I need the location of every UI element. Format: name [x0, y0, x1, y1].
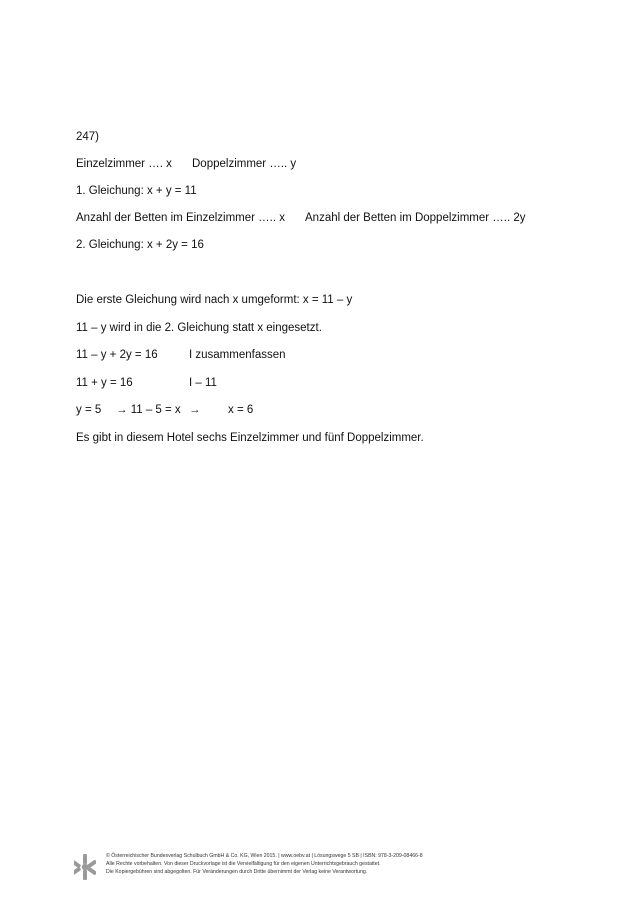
footer-text [106, 852, 423, 876]
beds-single-room: Anzahl der Betten im Einzelzimmer ….. x [76, 212, 285, 224]
combine-equation: 11 – y + 2y = 16 [76, 349, 158, 361]
equation-2: 2. Gleichung: x + 2y = 16 [76, 239, 204, 251]
y-solution: y = 5 [76, 404, 102, 416]
combine-note: I zusammenfassen [189, 349, 286, 361]
answer-sentence: Es gibt in diesem Hotel sechs Einzelzimmer und fünf Doppelzimmer. [76, 432, 424, 444]
x-solution: x = 6 [228, 404, 254, 416]
beds-double-room: Anzahl der Betten im Doppelzimmer ….. 2y [305, 212, 526, 224]
publisher-logo-icon [74, 854, 96, 880]
footer-fees: Die Kopiergebühren sind abgegolten. Für Veränderungen durch Dritte übernimmt der Verlag keine Verantwortung. [106, 869, 368, 875]
exercise-number: 247) [76, 131, 100, 143]
x-calculation: → 11 – 5 = x [116, 404, 181, 416]
subtract-note: I – 11 [189, 377, 217, 389]
rearrange-step: Die erste Gleichung wird nach x umgeformt: x = 11 – y [76, 294, 353, 306]
substitute-step: 11 – y wird in die 2. Gleichung statt x eingesetzt. [76, 322, 322, 334]
equation-1: 1. Gleichung: x + y = 11 [76, 185, 197, 197]
footer-rights: Alle Rechte vorbehalten. Von dieser Druckvorlage ist die Vervielfältigung für den eigenen Unterrichtsgebrauch gestattet. [106, 861, 381, 867]
footer-copyright: © Österreichischer Bundesverlag Schulbuch GmbH & Co. KG, Wien 2015. | www.oebv.at | Lösungswege 5 SB | ISBN: 978-3-209-08466-8 [106, 853, 423, 859]
arrow-icon: → [189, 404, 201, 416]
double-room-variable: Doppelzimmer ….. y [192, 158, 297, 170]
single-room-variable: Einzelzimmer …. x [76, 158, 172, 170]
subtract-equation: 11 + y = 16 [76, 377, 133, 389]
